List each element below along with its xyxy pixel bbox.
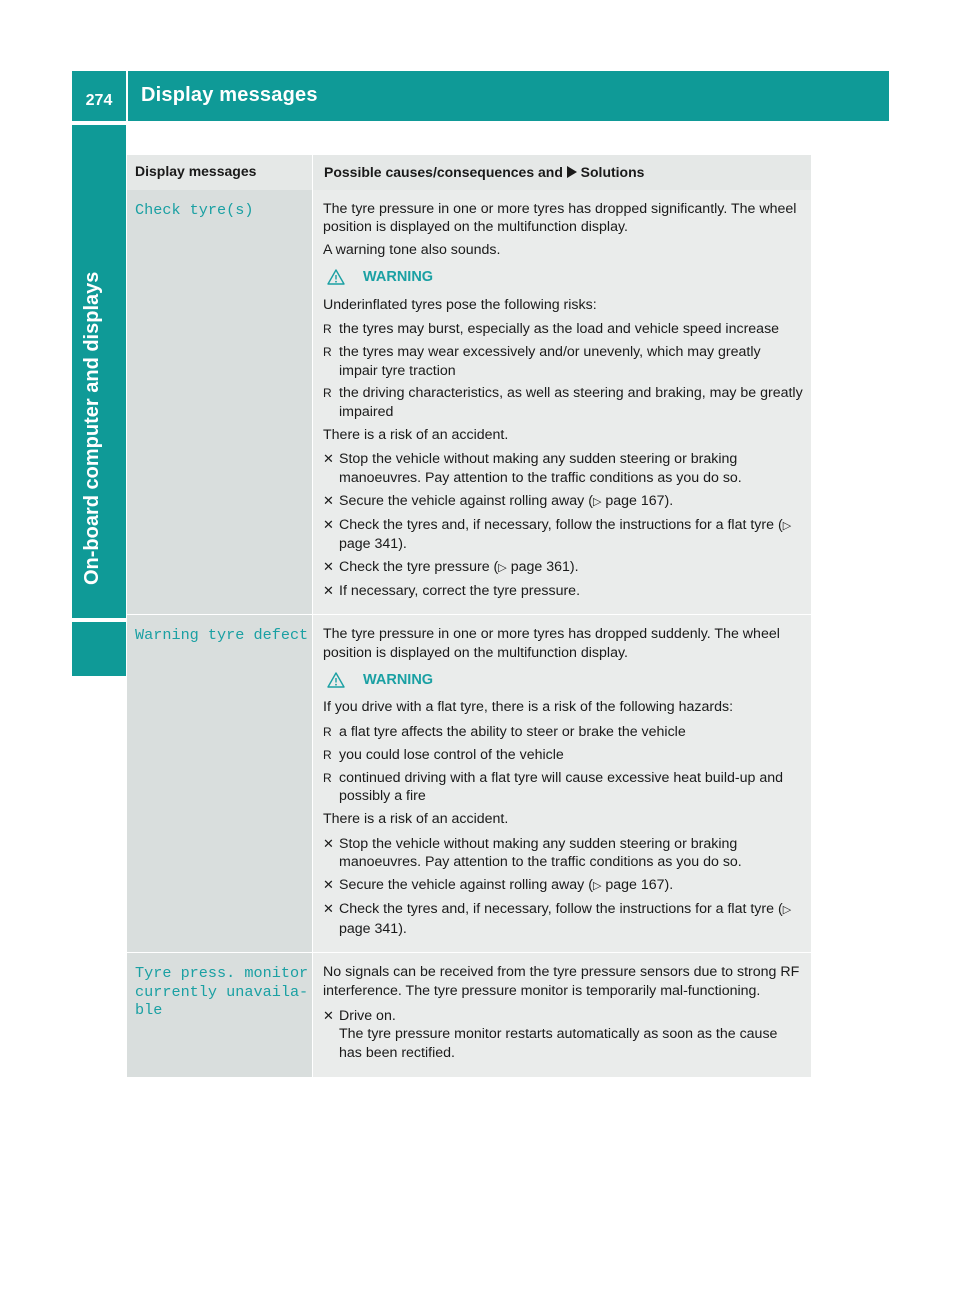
- x-marker-icon: ✕: [323, 451, 334, 467]
- step-list: [323, 1007, 803, 1063]
- list-item: [323, 384, 803, 421]
- table-row: [127, 190, 811, 615]
- risk-statement: There is a risk of an accident.: [323, 426, 509, 443]
- column-header-messages: Display messages: [127, 155, 313, 190]
- warning-label: WARNING: [363, 671, 434, 688]
- display-message-line: Warning tyre defect: [135, 626, 309, 645]
- warning-triangle-icon: [327, 269, 345, 285]
- step-list: [323, 835, 803, 939]
- x-marker-icon: ✕: [323, 582, 334, 598]
- hazard-text: continued driving with a flat tyre will cause excessive heat build-up and possibly a fire: [339, 769, 783, 805]
- step-instruction-tail: ).: [398, 536, 407, 553]
- page-reference-arrow-icon: ▷: [782, 903, 792, 916]
- x-marker-icon: ✕: [323, 492, 334, 508]
- step-note: The tyre pressure monitor restarts automatically as soon as the cause has been rectified.: [339, 1026, 778, 1062]
- intro-paragraph: The tyre pressure in one or more tyres has dropped significantly. The wheel position is displayed on the multifunction display.: [323, 200, 797, 236]
- warning-lead: Underinflated tyres pose the following risks:: [323, 296, 597, 313]
- x-marker-icon: ✕: [323, 900, 334, 916]
- warning-triangle-icon: [327, 672, 345, 688]
- solution-cell: [313, 615, 811, 952]
- step-text: [339, 1007, 803, 1063]
- step-instruction-tail: ).: [664, 877, 674, 894]
- step-item: [323, 582, 803, 601]
- page-reference-arrow-icon: ▷: [498, 561, 507, 574]
- table-header-row: [127, 155, 811, 190]
- step-instruction: Drive on.: [339, 1007, 396, 1024]
- page-reference-link[interactable]: page 341: [339, 536, 399, 553]
- solution-cell: [313, 190, 811, 615]
- step-instruction: Check the tyres and, if necessary, follow the instructions for a flat tyre (: [339, 900, 783, 917]
- hazard-text: you could lose control of the vehicle: [339, 746, 564, 763]
- display-message-line: Tyre press. monitor: [135, 964, 309, 983]
- step-instruction: Check the tyres and, if necessary, follow the instructions for a flat tyre (: [339, 516, 783, 533]
- step-text: [339, 558, 803, 578]
- x-marker-icon: ✕: [323, 558, 334, 574]
- page-reference-arrow-icon: ▷: [782, 519, 792, 532]
- bullet-icon: R: [323, 725, 332, 740]
- bullet-icon: R: [323, 344, 332, 359]
- display-message-line: ble: [135, 1001, 163, 1020]
- hazard-text: the tyres may wear excessively and/or unevenly, which may greatly impair tyre traction: [339, 343, 761, 379]
- display-message-line: Check tyre(s): [135, 200, 254, 219]
- page-reference-link[interactable]: page 167: [605, 492, 665, 509]
- hazard-list: [323, 320, 803, 422]
- intro-paragraph: No signals can be received from the tyre pressure sensors due to strong RF interference. The tyre pressure monitor is temporarily mal-functioning.: [323, 964, 800, 999]
- risk-statement: There is a risk of an accident.: [323, 810, 509, 827]
- step-text: [339, 492, 803, 512]
- hazard-text: the driving characteristics, as well as steering and braking, may be greatly impaired: [339, 385, 803, 421]
- step-instruction: Secure the vehicle against rolling away (: [339, 877, 593, 894]
- solution-cell: [313, 953, 811, 1077]
- step-item: [323, 835, 803, 872]
- table-row: [127, 952, 811, 1077]
- list-item: [323, 320, 803, 339]
- table-body: [127, 190, 811, 1077]
- step-item: [323, 900, 803, 938]
- hazard-text: the tyres may burst, especially as the load and vehicle speed increase: [339, 321, 780, 338]
- step-instruction: Stop the vehicle without making any sudden steering or braking manoeuvres. Pay attention to the traffic conditions as you do so.: [339, 451, 742, 487]
- chapter-marker: [72, 622, 126, 676]
- hazard-list: [323, 723, 803, 806]
- page-reference-link[interactable]: page 361: [510, 558, 570, 575]
- column-header-solutions: [313, 155, 811, 190]
- step-item: [323, 450, 803, 487]
- step-text: [339, 900, 803, 938]
- display-message-cell: [127, 190, 313, 615]
- column-header-solutions-suffix: Solutions: [576, 164, 645, 180]
- step-text: [339, 516, 803, 554]
- page-reference-link[interactable]: page 167: [605, 877, 665, 894]
- x-marker-icon: ✕: [323, 877, 334, 893]
- display-message-cell: [127, 953, 313, 1077]
- warning-heading: [327, 268, 803, 287]
- step-instruction: If necessary, correct the tyre pressure.: [339, 582, 581, 599]
- solutions-arrow-icon: [567, 166, 577, 178]
- page-reference-link[interactable]: page 341: [339, 920, 399, 937]
- step-item: [323, 876, 803, 896]
- step-item: [323, 492, 803, 512]
- table-row: [127, 614, 811, 952]
- step-instruction-tail: ).: [664, 492, 674, 509]
- step-text: [339, 582, 803, 601]
- header-divider: [126, 71, 128, 121]
- page-reference-arrow-icon: ▷: [592, 880, 602, 893]
- bullet-icon: R: [323, 386, 332, 401]
- warning-lead: If you drive with a flat tyre, there is a risk of the following hazards:: [323, 699, 734, 716]
- step-item: [323, 558, 803, 578]
- list-item: [323, 723, 803, 742]
- x-marker-icon: ✕: [323, 516, 334, 532]
- step-instruction: Stop the vehicle without making any sudden steering or braking manoeuvres. Pay attention to the traffic conditions as you do so.: [339, 835, 742, 871]
- column-header-solutions-label: Possible causes/consequences and: [324, 164, 567, 180]
- step-instruction-tail: ).: [398, 920, 407, 937]
- x-marker-icon: ✕: [323, 1007, 334, 1023]
- hazard-text: a flat tyre affects the ability to steer or brake the vehicle: [339, 724, 686, 741]
- step-text: [339, 876, 803, 896]
- display-message-cell: [127, 615, 313, 952]
- step-item: [323, 516, 803, 554]
- page-title: Display messages: [141, 84, 318, 106]
- page-reference-arrow-icon: ▷: [592, 495, 602, 508]
- intro-paragraph: The tyre pressure in one or more tyres has dropped suddenly. The wheel position is displayed on the multifunction display.: [323, 626, 780, 662]
- list-item: [323, 769, 803, 806]
- list-item: [323, 343, 803, 380]
- messages-table: [127, 155, 811, 1077]
- step-text: [339, 835, 803, 872]
- warning-heading: [327, 671, 803, 690]
- step-text: [339, 450, 803, 487]
- step-instruction-tail: ).: [569, 558, 579, 575]
- step-instruction: Check the tyre pressure (: [339, 558, 499, 575]
- step-item: [323, 1007, 803, 1063]
- bullet-icon: R: [323, 747, 332, 762]
- warning-label: WARNING: [363, 268, 434, 285]
- chapter-tab-label: On-board computer and displays: [81, 271, 103, 585]
- page-number: 274: [85, 92, 113, 109]
- step-list: [323, 450, 803, 600]
- x-marker-icon: ✕: [323, 835, 334, 851]
- intro-paragraph: A warning tone also sounds.: [323, 242, 501, 259]
- display-message-line: currently unavaila‐: [135, 982, 309, 1001]
- bullet-icon: R: [323, 770, 332, 785]
- step-instruction: Secure the vehicle against rolling away (: [339, 492, 593, 509]
- bullet-icon: R: [323, 322, 332, 337]
- list-item: [323, 746, 803, 765]
